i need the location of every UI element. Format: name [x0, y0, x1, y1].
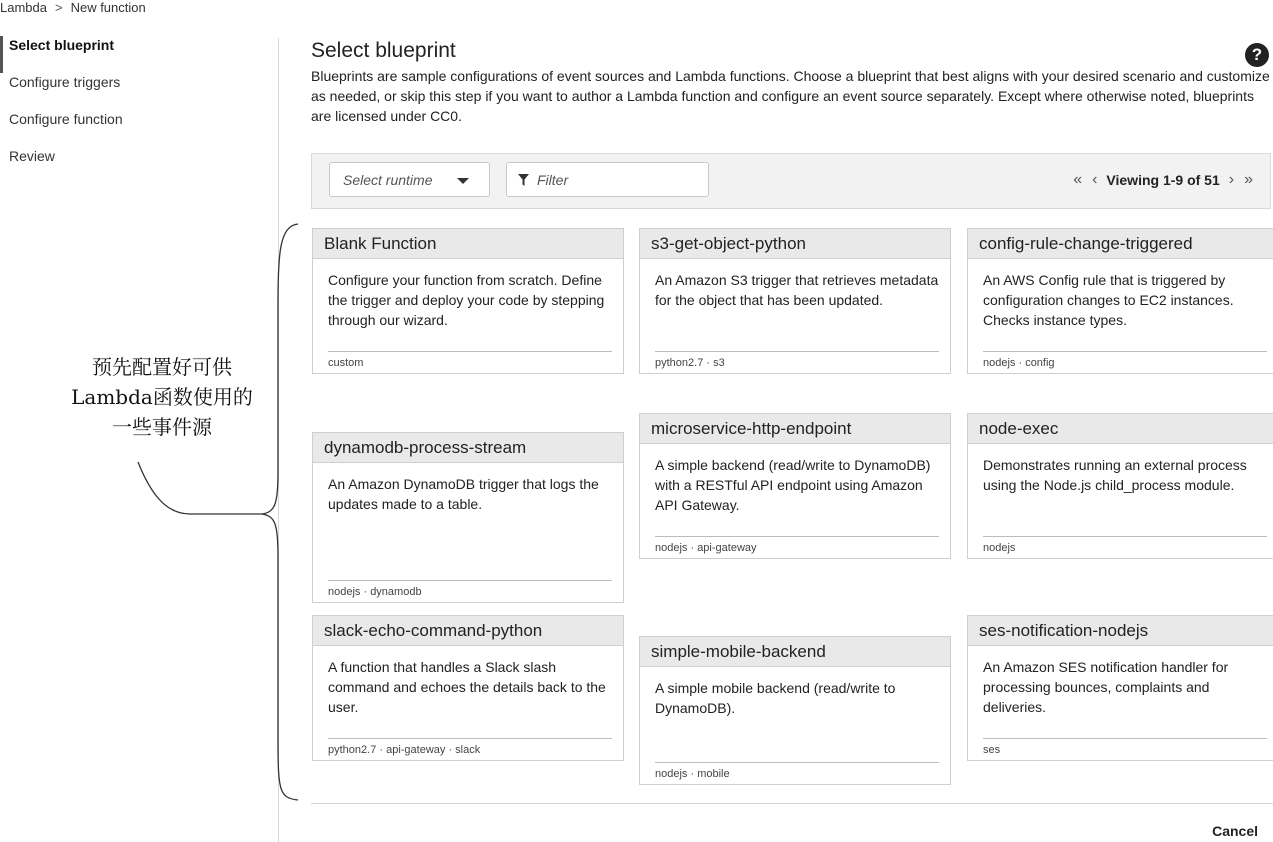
card-title: s3-get-object-python	[640, 229, 950, 259]
prev-page-button[interactable]: ‹	[1092, 171, 1098, 188]
annotation-line-2: Lambda函数使用的	[71, 385, 253, 409]
caret-down-icon	[457, 178, 469, 184]
card-title: simple-mobile-backend	[640, 637, 950, 667]
blueprint-card-microservice-http-endpoint[interactable]	[639, 413, 951, 559]
pagination-status: Viewing 1-9 of 51	[1106, 172, 1220, 188]
card-tags: python2.7 · api-gateway · slack	[328, 738, 612, 760]
card-title: microservice-http-endpoint	[640, 414, 950, 444]
card-title: dynamodb-process-stream	[313, 433, 623, 463]
annotation-line-1: 预先配置好可供	[92, 355, 232, 379]
blueprint-card-blank-function[interactable]	[312, 228, 624, 374]
cancel-button[interactable]: Cancel	[1212, 823, 1258, 839]
page-title: Select blueprint	[311, 39, 456, 62]
filter-placeholder: Filter	[537, 172, 569, 188]
sidebar-item-review[interactable]: Review	[9, 148, 55, 164]
card-tags: python2.7 · s3	[655, 351, 939, 373]
sidebar-item-select-blueprint[interactable]: Select blueprint	[0, 36, 270, 73]
blueprint-card-ses-notification-nodejs[interactable]	[967, 615, 1273, 761]
sidebar-item-configure-triggers[interactable]: Configure triggers	[9, 74, 121, 90]
card-title: node-exec	[968, 414, 1273, 444]
runtime-select-label: Select runtime	[343, 172, 433, 188]
breadcrumb-root[interactable]: Lambda	[0, 0, 47, 15]
first-page-button[interactable]: «	[1073, 171, 1083, 188]
card-tags: nodejs · api-gateway	[655, 536, 939, 558]
blueprint-toolbar	[311, 153, 1271, 209]
card-title: config-rule-change-triggered	[968, 229, 1273, 259]
last-page-button[interactable]: »	[1244, 171, 1253, 188]
next-page-button[interactable]: ›	[1228, 171, 1235, 188]
card-description: An Amazon DynamoDB trigger that logs the updates made to a table.	[328, 476, 599, 512]
runtime-select[interactable]	[329, 162, 490, 197]
card-tags: custom	[328, 351, 612, 373]
wizard-steps-sidebar	[0, 36, 270, 184]
page-description: Blueprints are sample configurations of event sources and Lambda functions. Choose a blueprint that best aligns with your desired scenario and customize as needed, or skip this step if you want to author a Lambda function and configure an event source separately. Except where otherwise noted, blueprints are licensed under CC0.	[311, 68, 1270, 124]
breadcrumb-separator: >	[54, 0, 63, 15]
filter-icon	[518, 174, 529, 186]
card-tags: nodejs · config	[983, 351, 1267, 373]
card-title: slack-echo-command-python	[313, 616, 623, 646]
card-description: A simple mobile backend (read/write to DynamoDB).	[655, 680, 896, 716]
card-description: A function that handles a Slack slash command and echoes the details back to the user.	[328, 659, 606, 715]
card-tags: nodejs · mobile	[655, 762, 939, 784]
card-description: An Amazon S3 trigger that retrieves metadata for the object that has been updated.	[655, 272, 939, 308]
card-tags: ses	[983, 738, 1267, 760]
main-content	[311, 36, 1273, 188]
blueprint-card-s3-get-object-python[interactable]	[639, 228, 951, 374]
blueprint-card-config-rule-change-triggered[interactable]	[967, 228, 1273, 374]
blueprint-card-simple-mobile-backend[interactable]	[639, 636, 951, 785]
card-title: Blank Function	[313, 229, 623, 259]
card-title: ses-notification-nodejs	[968, 616, 1273, 646]
sidebar-item-configure-function[interactable]: Configure function	[9, 111, 123, 127]
filter-input[interactable]	[506, 162, 709, 197]
breadcrumb-current: New function	[70, 0, 146, 15]
card-tags: nodejs	[983, 536, 1267, 558]
blueprint-card-node-exec[interactable]	[967, 413, 1273, 559]
blueprint-card-slack-echo-command-python[interactable]	[312, 615, 624, 761]
footer-divider	[311, 803, 1273, 804]
annotation-brace-icon	[130, 222, 310, 812]
annotation-line-3: 一些事件源	[112, 415, 212, 439]
card-description: An AWS Config rule that is triggered by configuration changes to EC2 instances. Checks instance types.	[983, 272, 1234, 328]
blueprint-card-dynamodb-process-stream[interactable]	[312, 432, 624, 603]
help-icon[interactable]: ?	[1245, 43, 1269, 67]
breadcrumb	[0, 0, 146, 16]
card-description: A simple backend (read/write to DynamoDB) with a RESTful API endpoint using Amazon API Gateway.	[655, 457, 931, 513]
card-description: Configure your function from scratch. Define the trigger and deploy your code by stepping through our wizard.	[328, 272, 605, 328]
card-tags: nodejs · dynamodb	[328, 580, 612, 602]
card-description: An Amazon SES notification handler for processing bounces, complaints and deliveries.	[983, 659, 1229, 715]
card-description: Demonstrates running an external process using the Node.js child_process module.	[983, 457, 1247, 493]
pagination	[1068, 171, 1258, 189]
